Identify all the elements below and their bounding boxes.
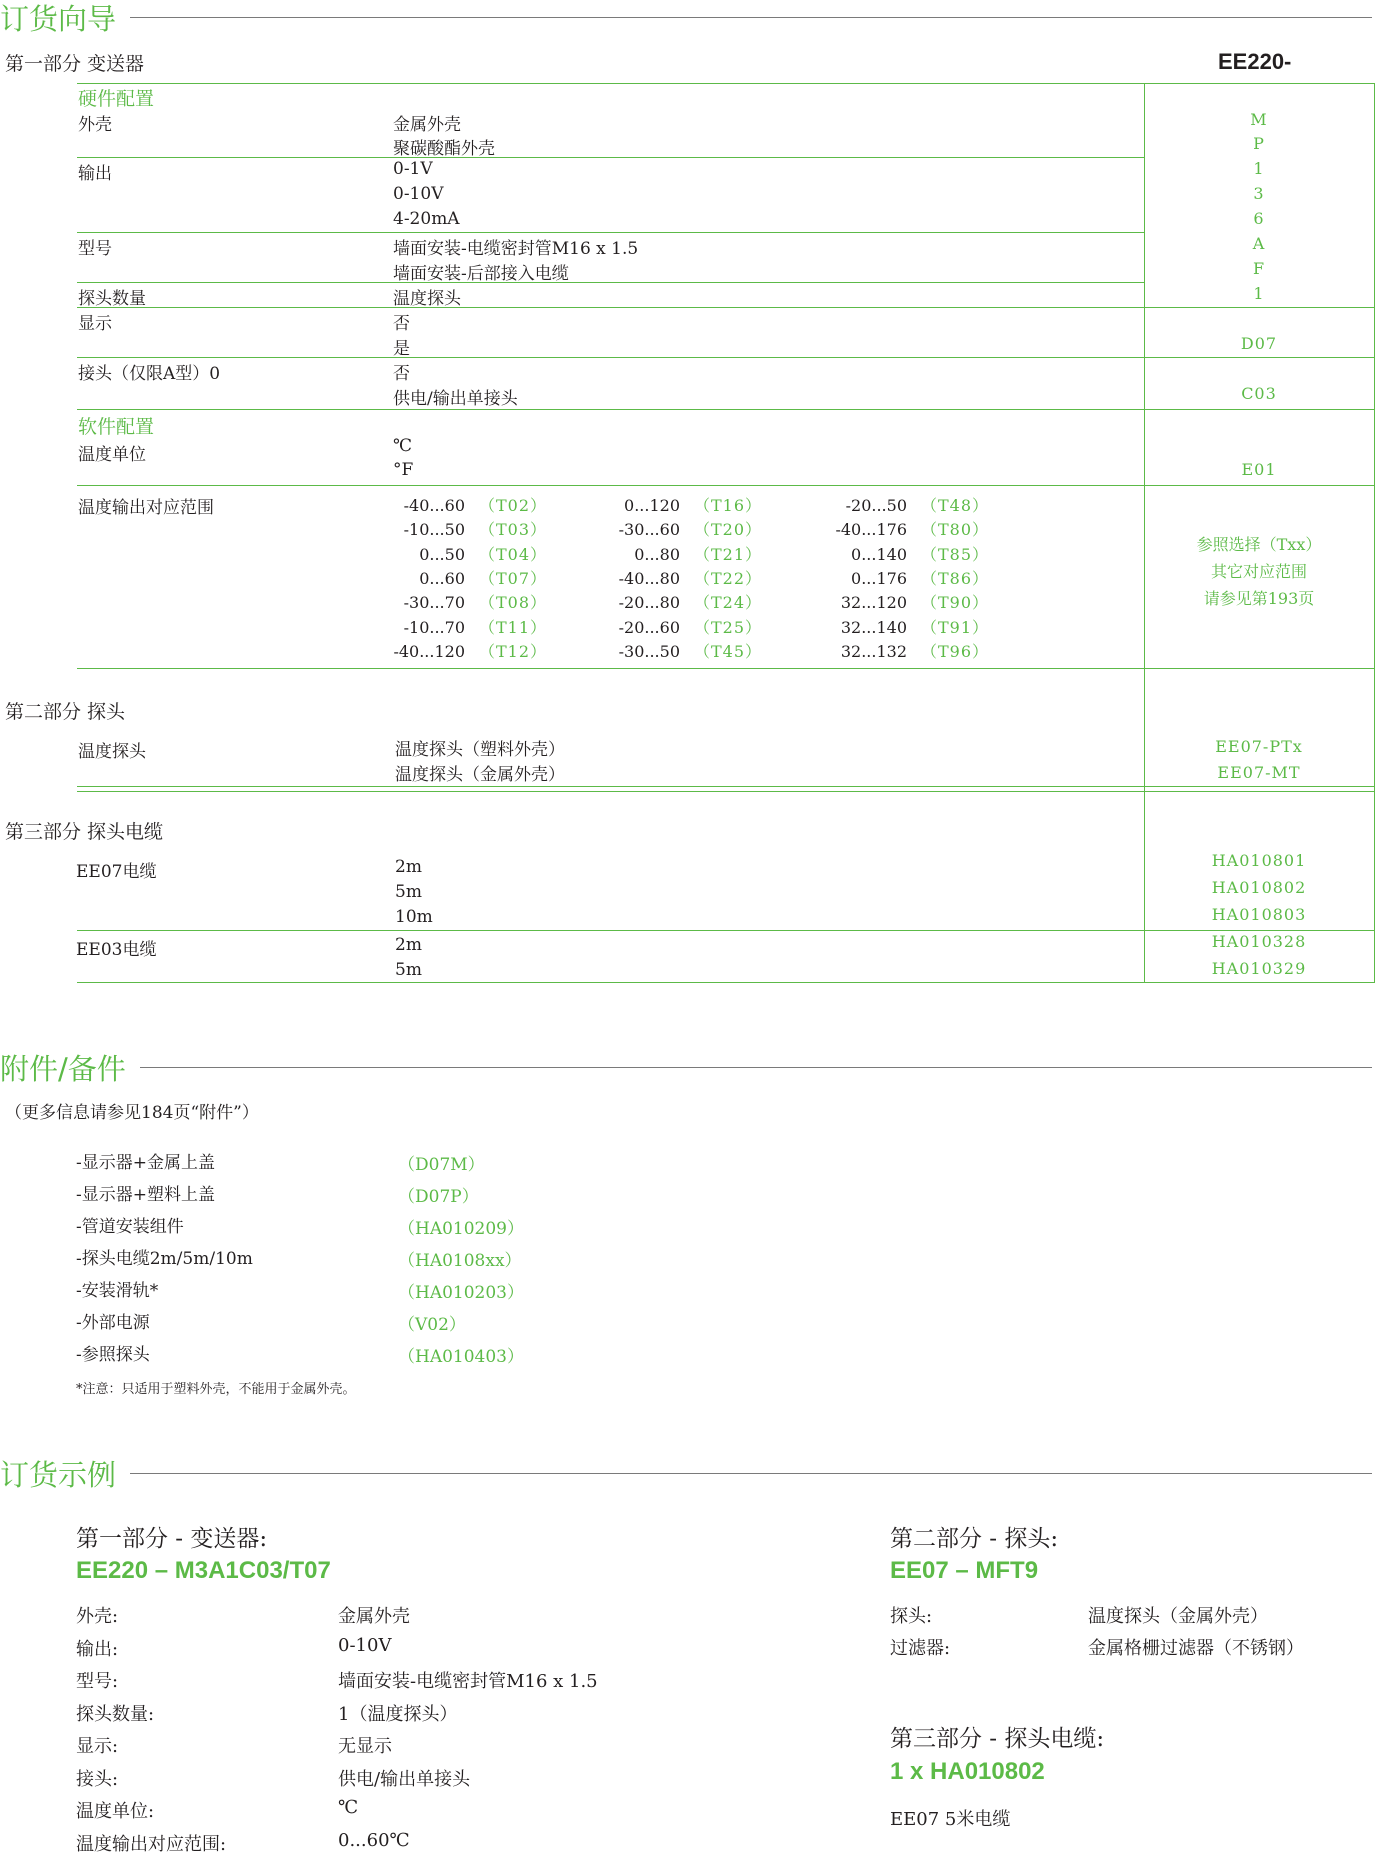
row-divider — [77, 157, 1144, 158]
range-code: （T12） — [479, 641, 548, 661]
row-label-housing: 外壳 — [78, 115, 112, 135]
range-entry — [560, 542, 762, 565]
row-label-probe: 温度探头 — [78, 742, 146, 762]
accessory-code: （HA0108xx） — [398, 1251, 522, 1271]
range-code: （T24） — [694, 593, 763, 613]
range-code: （T20） — [694, 520, 763, 540]
option-code: HA010802 — [1211, 878, 1307, 897]
example-detail-value: 金属格栅过滤器（不锈钢） — [1088, 1638, 1304, 1659]
section-title: 订货示例 — [0, 1457, 117, 1492]
range-entry — [787, 517, 989, 540]
example-detail-key: 探头数量: — [76, 1703, 155, 1725]
example-detail-key: 过滤器: — [890, 1638, 951, 1659]
row-divider — [77, 282, 1144, 283]
option-text: 聚碳酸酯外壳 — [393, 139, 495, 159]
range-code: （T45） — [694, 641, 763, 661]
row-divider — [77, 307, 1375, 308]
option-text: 0-10V — [393, 184, 444, 204]
section-header-order-example — [0, 1456, 1372, 1490]
accessory-code: （HA010209） — [398, 1219, 524, 1239]
section-header-accessories — [0, 1050, 1372, 1084]
range-entry — [787, 542, 989, 565]
option-code: EE07-MT — [1217, 763, 1301, 782]
option-code: M — [1250, 110, 1268, 129]
row-divider — [77, 409, 1375, 410]
accessory-name: -外部电源 — [76, 1313, 150, 1333]
example-part1-heading: 第一部分 - 变送器: — [76, 1526, 268, 1552]
option-text: 温度探头（金属外壳） — [395, 765, 565, 785]
example-detail-key: 显示: — [76, 1736, 119, 1757]
example-part3-heading: 第三部分 - 探头电缆: — [890, 1726, 1105, 1752]
option-code: E01 — [1241, 460, 1277, 479]
option-code: HA010329 — [1211, 959, 1307, 978]
example-detail-value: 0...60℃ — [338, 1829, 410, 1851]
range-entry — [787, 615, 989, 638]
range-entry — [345, 566, 547, 589]
option-code: EE07-PTx — [1215, 737, 1303, 756]
accessory-code: （HA010203） — [398, 1283, 524, 1303]
example-detail-key: 接头: — [76, 1768, 119, 1790]
range-entry — [560, 566, 762, 589]
accessory-name: -探头电缆2m/5m/10m — [76, 1249, 253, 1269]
row-label-display: 显示 — [78, 314, 112, 334]
part1-heading: 第一部分 变送器 — [5, 53, 145, 75]
range-entry — [787, 566, 989, 589]
software-config-title: 软件配置 — [78, 416, 155, 438]
section-divider — [77, 668, 1375, 669]
example-detail-key: 温度单位: — [76, 1801, 155, 1822]
range-value: -30...70 — [403, 593, 465, 613]
range-value: 0...140 — [851, 544, 907, 564]
row-label-temp-unit: 温度单位 — [78, 445, 146, 465]
option-code: 1 — [1253, 284, 1265, 303]
option-text: ℃ — [393, 436, 413, 456]
range-entry — [345, 542, 547, 565]
range-value: -40...80 — [618, 568, 680, 588]
range-value: -40...60 — [403, 496, 465, 515]
range-entry — [560, 493, 762, 516]
range-code: （T90） — [921, 593, 990, 613]
option-code: P — [1253, 134, 1265, 153]
range-value: 32...140 — [840, 617, 907, 637]
row-label-ee07-cable: EE07电缆 — [76, 862, 157, 882]
example-detail-key: 型号: — [76, 1671, 119, 1692]
range-entry — [345, 590, 547, 613]
accessory-code: （HA010403） — [398, 1347, 524, 1367]
range-value: -20...50 — [845, 496, 907, 515]
accessories-footnote: *注意：只适用于塑料外壳，不能用于金属外壳。 — [76, 1382, 356, 1397]
range-value: -20...80 — [618, 593, 680, 613]
section-header-ordering-guide — [0, 0, 1372, 34]
section-title: 订货向导 — [0, 1, 117, 36]
range-value: 0...176 — [851, 568, 907, 588]
example-detail-value: 供电/输出单接头 — [338, 1768, 471, 1790]
range-value: 0...50 — [419, 544, 465, 564]
option-code: HA010803 — [1211, 905, 1307, 924]
range-code: （T86） — [921, 568, 990, 588]
range-value: -30...60 — [618, 520, 680, 540]
example-detail-key: 输出: — [76, 1638, 119, 1660]
range-note-line: 请参见第193页 — [1203, 589, 1315, 608]
row-label-ee03-cable: EE03电缆 — [76, 940, 157, 960]
range-code: （T16） — [694, 496, 763, 515]
option-text: 墙面安装-后部接入电缆 — [393, 264, 569, 284]
example-detail-key: 温度输出对应范围: — [76, 1833, 227, 1855]
option-code: D07 — [1240, 334, 1278, 353]
model-prefix: EE220- — [1218, 49, 1292, 74]
example-part3-code: 1 x HA010802 — [890, 1758, 1045, 1785]
example-detail-value: 1（温度探头） — [338, 1703, 458, 1725]
option-code: HA010801 — [1211, 851, 1307, 870]
range-entry — [787, 639, 989, 662]
range-value: -10...50 — [403, 520, 465, 540]
table-border-right — [1374, 83, 1375, 983]
row-divider — [77, 232, 1144, 233]
example-part2-code: EE07 – MFT9 — [890, 1557, 1039, 1584]
range-entry — [560, 590, 762, 613]
range-entry — [560, 517, 762, 540]
accessory-name: -显示器+金属上盖 — [76, 1153, 215, 1173]
range-note-line: 其它对应范围 — [1210, 562, 1307, 581]
example-part1-code: EE220 – M3A1C03/T07 — [76, 1557, 331, 1584]
option-text: 金属外壳 — [393, 115, 461, 135]
divider — [130, 1473, 1372, 1474]
option-code: 1 — [1253, 159, 1265, 178]
range-entry — [345, 517, 547, 540]
range-entry — [345, 493, 547, 516]
row-label-probe-count: 探头数量 — [78, 289, 146, 309]
range-code: （T08） — [479, 593, 548, 613]
example-part2-heading: 第二部分 - 探头: — [890, 1526, 1059, 1552]
divider — [140, 1067, 1372, 1068]
example-detail-key: 外壳: — [76, 1606, 119, 1627]
range-code: （T11） — [479, 617, 548, 637]
range-code: （T80） — [921, 520, 990, 540]
range-note-line: 参照选择（Txx） — [1196, 535, 1322, 554]
range-code: （T03） — [479, 520, 548, 540]
range-code: （T96） — [921, 641, 990, 661]
accessory-name: -显示器+塑料上盖 — [76, 1185, 215, 1205]
option-text: 是 — [393, 339, 410, 359]
accessory-name: -管道安装组件 — [76, 1217, 184, 1237]
option-text: 10m — [395, 907, 433, 927]
option-text: 5m — [395, 960, 422, 980]
row-label-temp-range: 温度输出对应范围 — [78, 498, 214, 518]
divider — [130, 17, 1372, 18]
range-code: （T07） — [479, 568, 548, 588]
range-value: -30...50 — [618, 641, 680, 661]
range-value: 0...60 — [419, 568, 465, 588]
range-code: （T02） — [479, 496, 548, 515]
option-text: 供电/输出单接头 — [393, 389, 518, 409]
range-entry — [787, 493, 989, 516]
range-entry — [345, 639, 547, 662]
section-divider — [77, 786, 1375, 787]
range-code: （T04） — [479, 544, 548, 564]
range-entry — [560, 639, 762, 662]
table-border-bottom — [77, 982, 1375, 983]
row-label-type: 型号 — [78, 239, 112, 259]
example-detail-value: 墙面安装-电缆密封管M16 x 1.5 — [338, 1671, 598, 1692]
range-value: -40...176 — [835, 520, 907, 540]
range-code: （T48） — [921, 496, 990, 515]
example-detail-value: ℃ — [338, 1797, 359, 1818]
option-text: 0-1V — [393, 159, 433, 179]
example-part3-description: EE07 5米电缆 — [890, 1809, 1011, 1830]
option-code: C03 — [1241, 384, 1277, 403]
option-code: HA010328 — [1211, 932, 1307, 951]
range-code: （T85） — [921, 544, 990, 564]
option-code: 3 — [1253, 184, 1265, 203]
option-text: °F — [393, 460, 414, 480]
option-code: A — [1252, 234, 1266, 253]
accessories-intro: （更多信息请参见184页“附件”） — [5, 1103, 259, 1123]
section-divider — [77, 791, 1375, 792]
range-value: -20...60 — [618, 617, 680, 637]
range-code: （T91） — [921, 617, 990, 637]
range-entry — [560, 615, 762, 638]
option-text: 否 — [393, 364, 410, 384]
range-code: （T21） — [694, 544, 763, 564]
example-detail-value: 0-10V — [338, 1634, 392, 1656]
option-text: 2m — [395, 935, 422, 955]
table-border-top — [77, 83, 1375, 84]
example-detail-value: 无显示 — [338, 1736, 392, 1757]
row-label-connector: 接头（仅限A型）0 — [78, 364, 221, 384]
part2-heading: 第二部分 探头 — [5, 701, 126, 723]
option-text: 2m — [395, 857, 422, 877]
example-detail-key: 探头: — [890, 1606, 933, 1627]
range-code: （T25） — [694, 617, 763, 637]
option-text: 温度探头 — [393, 289, 461, 309]
accessory-code: （D07P） — [398, 1187, 479, 1207]
accessory-code: （V02） — [398, 1315, 466, 1335]
option-text: 否 — [393, 314, 410, 334]
range-value: -40...120 — [393, 641, 465, 661]
range-value: -10...70 — [403, 617, 465, 637]
accessory-name: -安装滑轨* — [76, 1281, 159, 1301]
example-detail-value: 温度探头（金属外壳） — [1088, 1606, 1268, 1627]
section-title: 附件/备件 — [0, 1051, 126, 1086]
row-divider — [77, 485, 1375, 486]
range-value: 0...120 — [624, 496, 680, 515]
accessory-code: （D07M） — [398, 1155, 485, 1175]
range-value: 32...132 — [840, 641, 907, 661]
row-divider — [77, 357, 1375, 358]
hardware-config-title: 硬件配置 — [78, 88, 155, 110]
option-text: 5m — [395, 882, 422, 902]
option-code: F — [1252, 259, 1266, 278]
range-code: （T22） — [694, 568, 763, 588]
range-entry — [345, 615, 547, 638]
option-text: 温度探头（塑料外壳） — [395, 740, 565, 760]
accessory-name: -参照探头 — [76, 1345, 150, 1365]
range-entry — [787, 590, 989, 613]
option-text: 墙面安装-电缆密封管M16 x 1.5 — [393, 239, 639, 259]
example-detail-value: 金属外壳 — [338, 1606, 410, 1627]
range-value: 32...120 — [840, 593, 907, 613]
row-divider — [77, 930, 1375, 931]
part3-heading: 第三部分 探头电缆 — [5, 821, 164, 843]
option-code: 6 — [1253, 209, 1265, 228]
option-text: 4-20mA — [393, 209, 460, 229]
range-value: 0...80 — [634, 544, 680, 564]
row-label-output: 输出 — [78, 164, 112, 184]
